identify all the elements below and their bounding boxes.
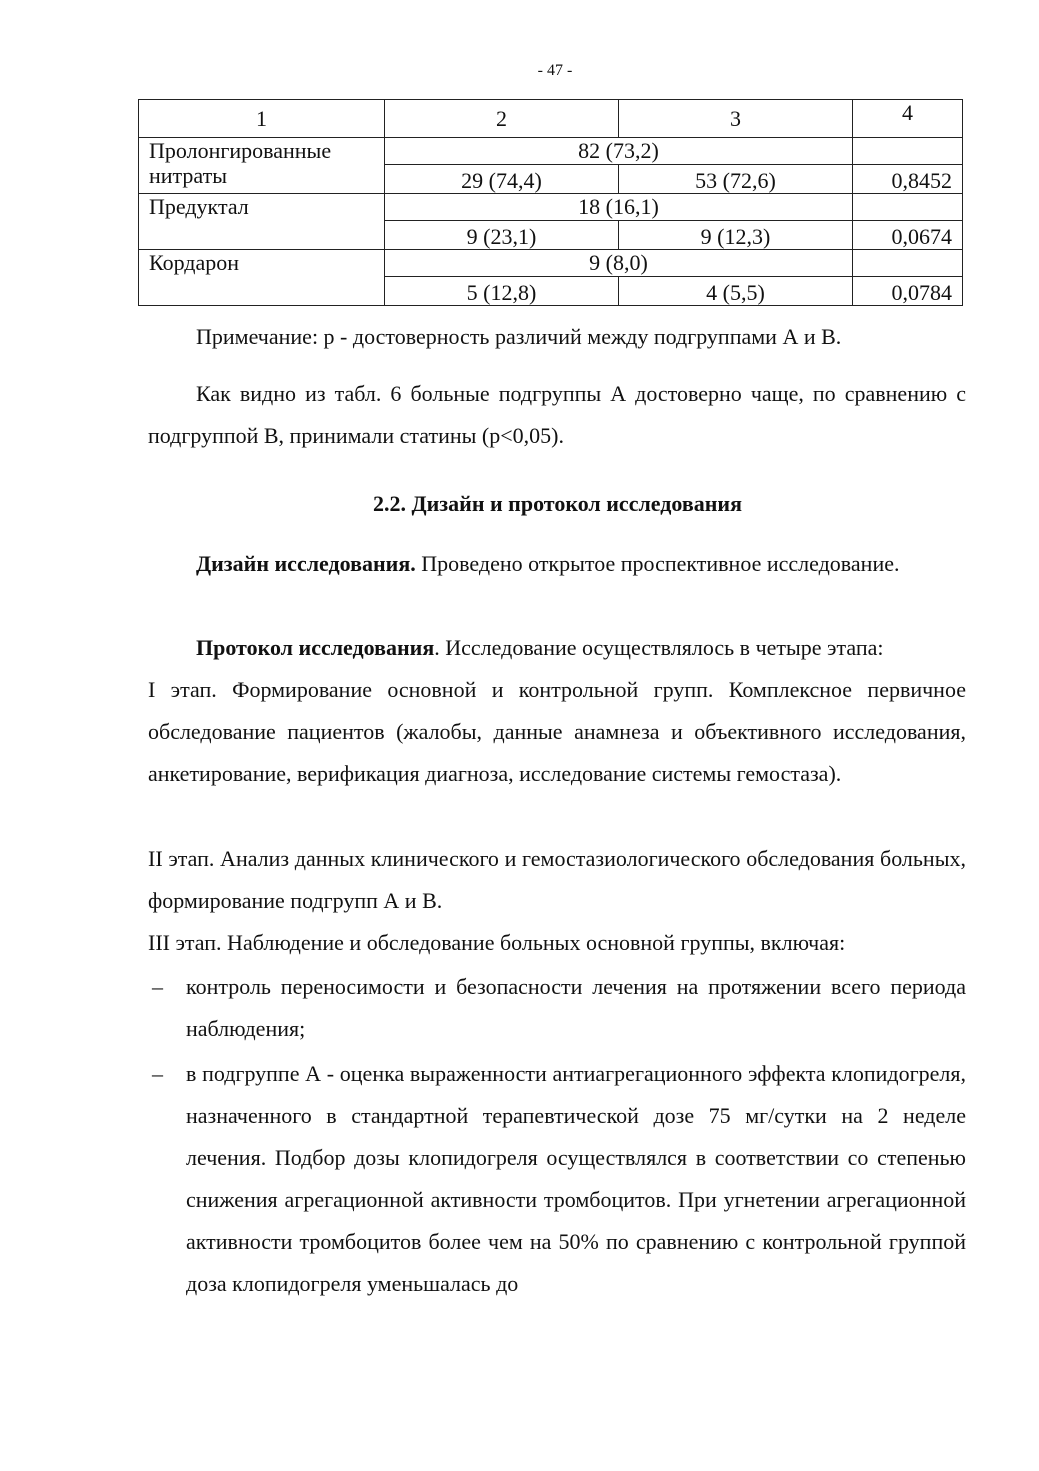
- subgroup-b-cell: 9 (12,3): [619, 221, 853, 250]
- paragraph-protocol: [148, 627, 966, 669]
- p-value-cell: 0,0784: [853, 277, 963, 306]
- table-header-cell: 2: [385, 100, 619, 138]
- list-item-text: контроль переносимости и безопасности лечения на протяжении всего периода наблюдения;: [186, 974, 966, 1041]
- page-number: - 47 -: [537, 62, 573, 79]
- list-item: [148, 966, 966, 1050]
- table-header-cell: 1: [139, 100, 385, 138]
- table-header-cell: 3: [619, 100, 853, 138]
- subgroup-a-cell: 9 (23,1): [385, 221, 619, 250]
- dash-marker: –: [152, 1061, 163, 1086]
- total-cell: 82 (73,2): [385, 138, 853, 165]
- list-item: [148, 1053, 966, 1305]
- table-row: [139, 194, 963, 221]
- subgroup-b-cell: 4 (5,5): [619, 277, 853, 306]
- paragraph-stage-2: II этап. Анализ данных клинического и гемостазиологического обследования больных, формирование подгрупп А и В.: [148, 846, 966, 913]
- design-label: Дизайн исследования.: [196, 551, 416, 576]
- paragraph-design: [148, 543, 966, 585]
- table-row: [139, 138, 963, 165]
- table-note: Примечание: р - достоверность различий между подгруппами А и В.: [196, 324, 842, 349]
- protocol-text: . Исследование осуществлялось в четыре этапа:: [434, 635, 884, 660]
- dash-marker: –: [152, 974, 163, 999]
- design-text: Проведено открытое проспективное исследование.: [415, 551, 900, 576]
- table-row: [139, 250, 963, 277]
- p-value-cell: 0,0674: [853, 221, 963, 250]
- section-heading: 2.2. Дизайн и протокол исследования: [373, 491, 742, 516]
- subgroup-b-cell: 53 (72,6): [619, 165, 853, 194]
- table-header-row: [139, 100, 963, 138]
- table-header-cell: 4: [853, 100, 963, 138]
- list-item-text: в подгруппе А - оценка выраженности антиагрегационного эффекта клопидогреля, назначенного в стандартной терапевтической дозе 75 мг/сутки на 2 неделе лечения. Подбор дозы клопидогреля осуществлялся в соответствии со степенью снижения агрегационной активности тромбоцитов. При угнетении агрегационной активности тромбоцитов более чем на 50% по сравнению с контрольной группой доза клопидогреля уменьшалась до: [186, 1061, 966, 1296]
- row-label: Предуктал: [139, 194, 385, 250]
- paragraph-table-summary: Как видно из табл. 6 больные подгруппы А достоверно чаще, по сравнению с подгруппой В, принимали статины (р<0,05).: [148, 381, 966, 448]
- protocol-label: Протокол исследования: [196, 635, 435, 660]
- empty-cell: [853, 250, 963, 277]
- p-value-cell: 0,8452: [853, 165, 963, 194]
- total-cell: 18 (16,1): [385, 194, 853, 221]
- empty-cell: [853, 138, 963, 165]
- paragraph-stage-3: III этап. Наблюдение и обследование больных основной группы, включая:: [148, 930, 846, 955]
- subgroup-a-cell: 29 (74,4): [385, 165, 619, 194]
- empty-cell: [853, 194, 963, 221]
- row-label: Кордарон: [139, 250, 385, 306]
- row-label: Пролонгированные нитраты: [139, 138, 385, 194]
- subgroup-a-cell: 5 (12,8): [385, 277, 619, 306]
- data-table: [138, 99, 963, 306]
- paragraph-stage-1: I этап. Формирование основной и контрольной групп. Комплексное первичное обследование пациентов (жалобы, данные анамнеза и объективного исследования, анкетирование, верификация диагноза, исследование системы гемостаза).: [148, 677, 966, 786]
- total-cell: 9 (8,0): [385, 250, 853, 277]
